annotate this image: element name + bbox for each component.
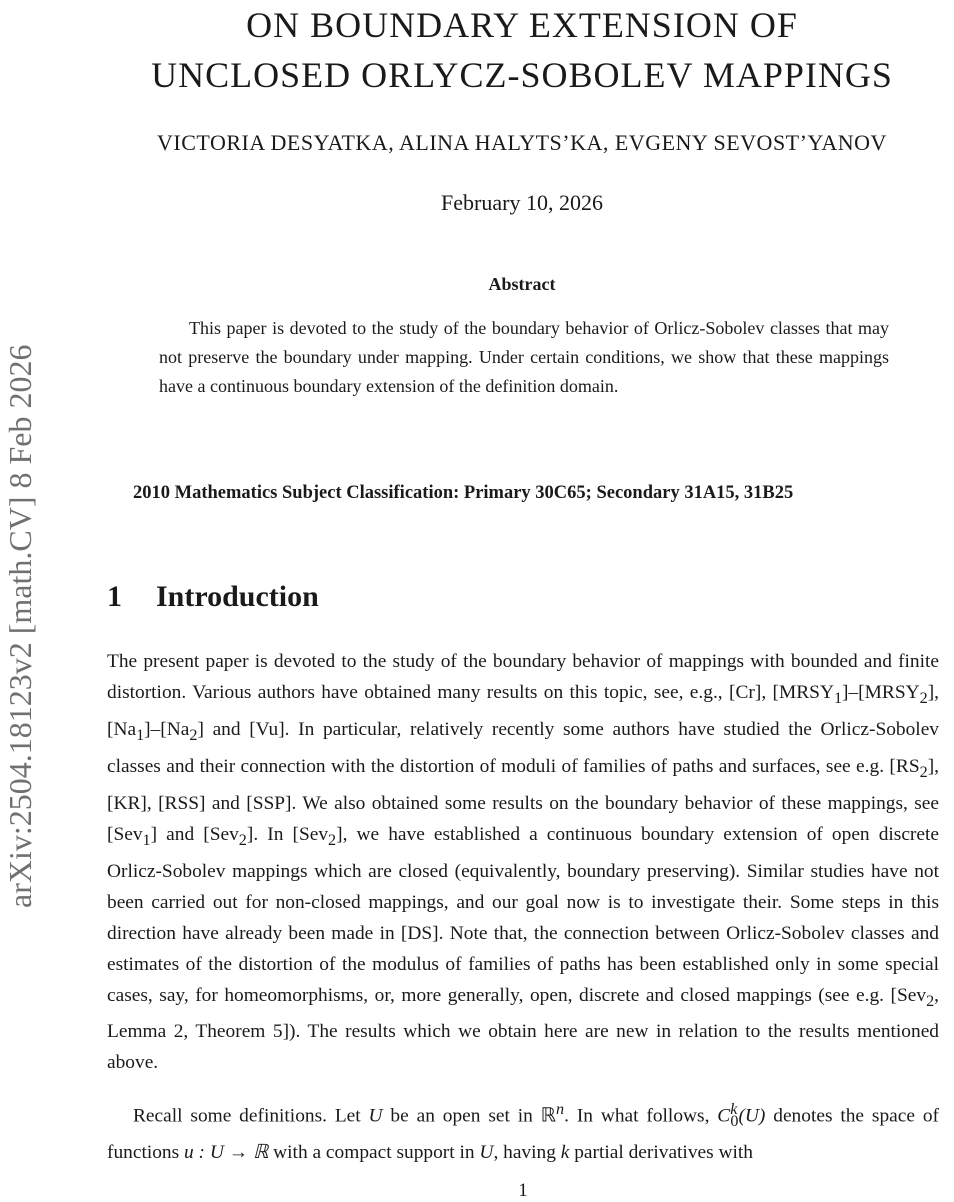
section-title: Introduction <box>156 580 319 613</box>
subject-classification: 2010 Mathematics Subject Classification: Primary 30C65; Secondary 31A15, 31B25 <box>133 483 794 503</box>
paper-title <box>60 0 954 100</box>
abstract-heading: Abstract <box>488 274 556 294</box>
arxiv-identifier: arXiv:2504.18123v2 [math.CV] 8 Feb 2026 <box>2 344 38 908</box>
abstract-text: This paper is devoted to the study of the boundary behavior of Orlicz-Sobolev classes that may not preserve the boundary under mapping. Under certain conditions, we show that these mappings have a continuous boundary extension of the definition domain. <box>159 318 889 396</box>
title-line-2: UNCLOSED ORLYCZ-SOBOLEV MAPPINGS <box>151 55 893 95</box>
title-line-1: ON BOUNDARY EXTENSION OF <box>246 5 798 45</box>
page-number: 1 <box>518 1180 528 1201</box>
intro-paragraph-1: The present paper is devoted to the study of the boundary behavior of mappings with bounded and finite distortion. Various authors have obtained many results on this topic, see, e.g., [Cr], $[MRSY_1]-[MRSY_2]$, $[Na_1]-[Na_2]$ and [Vu]. In particular, relatively recently some authors have studied the Orlicz-Sobolev classes and their connection with the distortion of moduli of families of paths and surfaces, see e.g. $[RS_2]$, [KR], [RSS] and [SSP]. We also obtained some results on the boundary behavior of these mappings, see [Sev$_1$] and [Sev$_2$]. In [Sev$_2$], we have established a continuous boundary extension of open discrete Orlicz-Sobolev mappings which are closed (equivalently, boundary preserving). Similar studies have not been carried out for non-closed mappings, and our goal now is to investigate their. Some steps in this direction have already been made in [DS]. Note that, the connection between Orlicz-Sobolev classes and estimates of the distortion of the modulus of families of paths has been established only in some special cases, say, for homeomorphisms, or, more generally, open, discrete and closed mappings (see e.g. [Sev$_2$, Lemma 2, Theorem 5]). The results which we obtain here are new in relation to the results mentioned above. <box>107 651 939 1074</box>
paper-authors: VICTORIA DESYATKA, ALINA HALYTS’KA, EVGENY SEVOST’YANOV <box>157 130 887 155</box>
arxiv-sidebar-stamp <box>0 248 40 908</box>
section-heading <box>107 580 319 614</box>
paper-date: February 10, 2026 <box>441 190 603 215</box>
intro-paragraph-2: Recall some definitions. Let U be an open set in ℝ$^n$. In what follows, $C^k_0(U)$ denotes the space of functions u : U → ℝ with a compact support in U, having k partial derivatives with <box>107 1101 939 1164</box>
section-number: 1 <box>107 580 122 613</box>
